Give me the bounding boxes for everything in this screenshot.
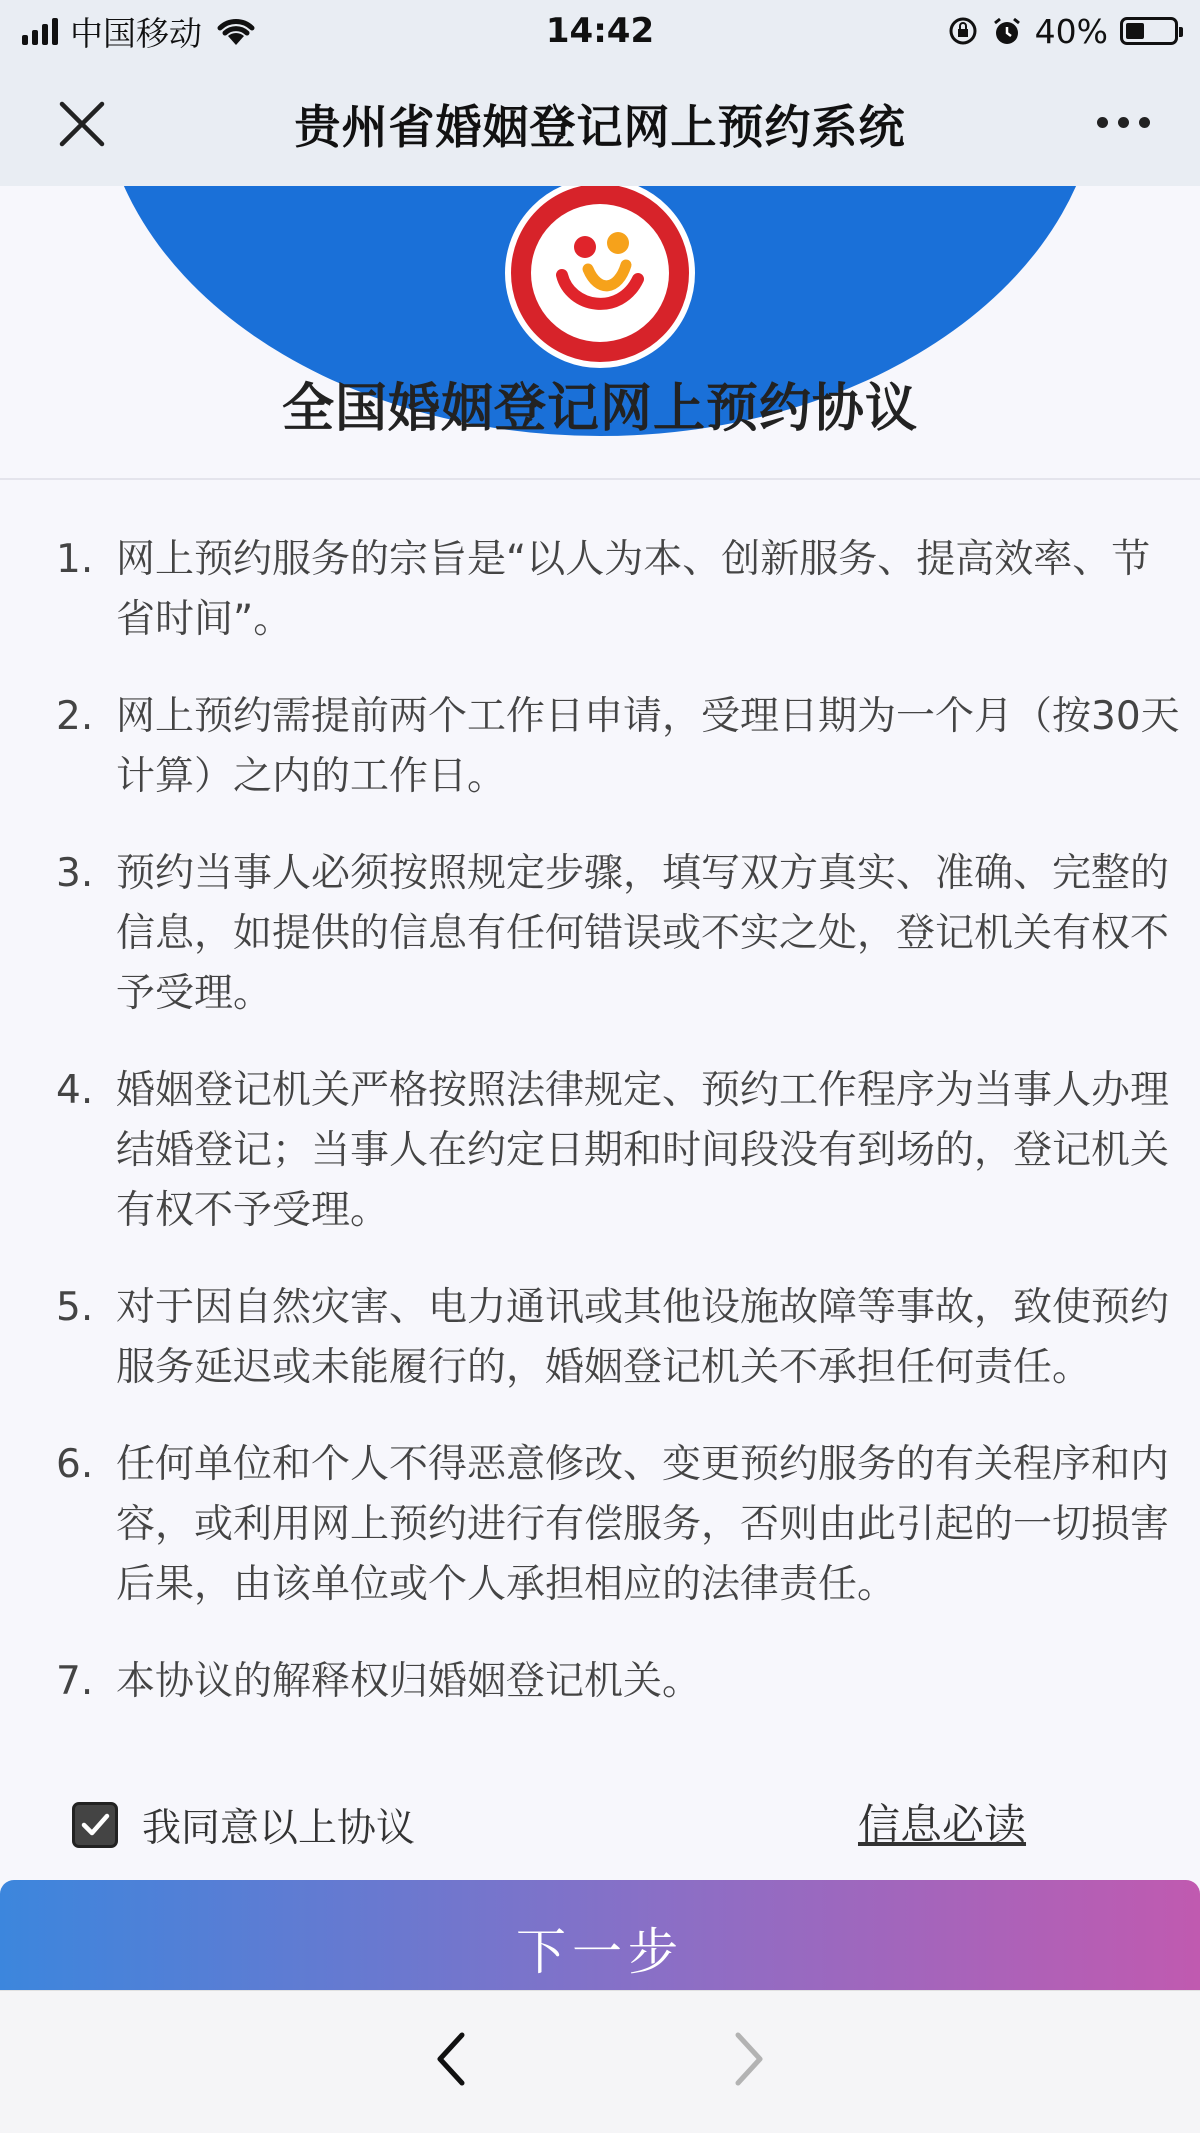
rotation-lock-icon — [947, 15, 979, 47]
back-arrow-icon[interactable] — [432, 2027, 472, 2091]
term-text: 预约当事人必须按照规定步骤，填写双方真实、准确、完整的信息，如提供的信息有任何错误或不实之处，登记机关有权不予受理。 — [116, 851, 1170, 1016]
close-icon[interactable] — [56, 98, 108, 150]
page-title: 全国婚姻登记网上预约协议 — [281, 379, 918, 439]
next-step-button[interactable]: 下一步 — [0, 1880, 1200, 1990]
term-number: 2. — [56, 694, 94, 739]
status-bar — [0, 0, 1200, 62]
term-text: 网上预约需提前两个工作日申请，受理日期为一个月（按30天计算）之内的工作日。 — [116, 694, 1180, 799]
marriage-registration-logo — [505, 186, 695, 368]
term-text: 婚姻登记机关严格按照法律规定、预约工作程序为当事人办理结婚登记；当事人在约定日期和时间段没有到场的，登记机关有权不予受理。 — [116, 1068, 1170, 1233]
logo-emblem-icon — [540, 213, 660, 333]
term-item — [56, 1061, 1196, 1241]
alarm-icon — [991, 15, 1023, 47]
browser-toolbar — [0, 1990, 1200, 2133]
term-number: 6. — [56, 1442, 94, 1487]
term-text: 对于因自然灾害、电力通讯或其他设施故障等事故，致使预约服务延迟或未能履行的，婚姻登记机关不承担任何责任。 — [116, 1285, 1170, 1390]
term-number: 1. — [56, 537, 94, 582]
term-item — [56, 844, 1196, 1024]
term-item — [56, 1278, 1196, 1398]
status-right — [947, 12, 1178, 51]
term-number: 3. — [56, 851, 94, 896]
term-text: 任何单位和个人不得恶意修改、变更预约服务的有关程序和内容，或利用网上预约进行有偿服务，否则由此引起的一切损害后果，由该单位或个人承担相应的法律责任。 — [116, 1442, 1170, 1607]
terms-list — [56, 530, 1196, 1749]
nav-title: 贵州省婚姻登记网上预约系统 — [294, 100, 906, 154]
agree-checkbox[interactable] — [72, 1802, 118, 1848]
term-text: 网上预约服务的宗旨是“以人为本、创新服务、提高效率、节省时间”。 — [116, 537, 1151, 642]
carrier-label: 中国移动 — [70, 13, 202, 53]
agreement-header — [0, 186, 1200, 480]
checkmark-icon — [78, 1808, 112, 1842]
term-item — [56, 1435, 1196, 1615]
signal-icon — [22, 17, 58, 45]
term-text: 本协议的解释权归婚姻登记机关。 — [116, 1659, 702, 1704]
nav-bar — [0, 62, 1200, 186]
term-item — [56, 1652, 1196, 1712]
term-item — [56, 687, 1196, 807]
term-number: 5. — [56, 1285, 94, 1330]
info-must-read-link[interactable]: 信息必读 — [858, 1800, 1027, 1849]
term-item — [56, 530, 1196, 650]
status-left — [22, 8, 258, 55]
agree-label[interactable]: 我同意以上协议 — [142, 1806, 416, 1851]
status-time: 14:42 — [545, 11, 655, 51]
more-icon[interactable] — [1097, 117, 1150, 128]
forward-arrow-icon[interactable] — [728, 2027, 768, 2091]
wifi-icon — [214, 15, 258, 47]
battery-icon — [1120, 17, 1178, 45]
term-number: 7. — [56, 1659, 94, 1704]
term-number: 4. — [56, 1068, 94, 1113]
battery-percent: 40% — [1034, 11, 1108, 51]
